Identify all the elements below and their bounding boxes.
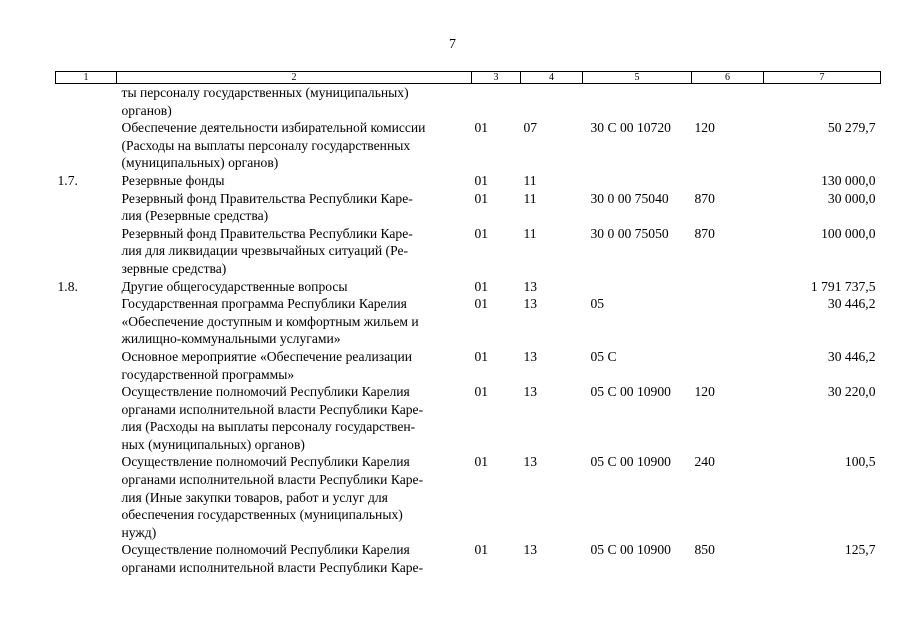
section-code: 01 [474,278,489,294]
item-description: Государственная программа Республики Карелия «Обеспечение доступным и комфортным жильем и жилищно-коммунальными услугами» [121,296,419,347]
item-description: Другие общегосударственные вопросы [121,278,348,294]
table-row [56,84,881,120]
column-number: 1 [56,72,117,84]
amount-value: 30 220,0 [827,384,876,400]
subsection-code: 13 [523,542,538,558]
column-number: 3 [472,72,521,84]
table-row [56,541,881,576]
target-article-code: 05 [590,296,605,312]
expense-type-code: 120 [694,384,715,400]
target-article-code: 30 0 00 75050 [590,225,669,241]
expense-type-code: 870 [694,190,715,206]
item-description: ты персоналу государственных (муниципальных) органов) [121,85,409,118]
column-number: 4 [521,72,583,84]
amount-value: 100 000,0 [821,225,876,241]
table-body [56,84,881,577]
item-description: Основное мероприятие «Обеспечение реализации государственной программы» [121,348,413,382]
table-row [56,278,881,296]
target-article-code: 05 С [590,348,617,364]
item-number [56,190,117,225]
table-row [56,119,881,172]
target-article-code [583,278,692,296]
table-row [56,348,881,383]
target-article-code [583,84,692,120]
subsection-code: 13 [523,348,538,364]
item-description: Осуществление полномочий Республики Карелия органами исполнительной власти Республики Каре- лия (Расходы на выплаты персоналу государствен- ных (муниципальных) органов) [121,384,424,452]
table-row [56,225,881,278]
table-row [56,453,881,541]
target-article-code: 05 С 00 10900 [590,542,671,558]
subsection-code: 13 [523,296,538,312]
table-row [56,172,881,190]
item-number [56,225,117,278]
expense-type-code: 240 [694,454,715,470]
section-code: 01 [474,542,489,558]
expense-type-code [692,295,764,348]
section-code: 01 [474,454,489,470]
amount-value: 1 791 737,5 [810,278,876,294]
amount-value: 125,7 [844,542,876,558]
amount-value: 30 446,2 [827,348,876,364]
item-number [56,383,117,453]
item-number [56,541,117,576]
subsection-code: 13 [523,454,538,470]
item-description: Резервные фонды [121,172,225,188]
subsection-code: 11 [523,190,537,206]
item-description: Осуществление полномочий Республики Карелия органами исполнительной власти Республики Каре- лия (Иные закупки товаров, работ и услуг для обеспечения государственных (муниципальных) нужд) [121,454,424,540]
item-number [56,119,117,172]
subsection-code: 11 [523,225,537,241]
section-code: 01 [474,296,489,312]
column-number: 7 [764,72,881,84]
section-code: 01 [474,225,489,241]
expense-type-code [692,348,764,383]
item-number [56,453,117,541]
subsection-code: 07 [523,120,538,136]
target-article-code: 05 С 00 10900 [590,384,671,400]
subsection-code: 11 [523,172,537,188]
section-code: 01 [474,190,489,206]
item-description: Резервный фонд Правительства Республики Каре- лия для ликвидации чрезвычайных ситуаций (Ре- зервные средства) [121,225,413,276]
subsection-code: 13 [523,384,538,400]
section-code: 01 [474,172,489,188]
section-code: 01 [474,120,489,136]
amount-value: 30 446,2 [827,296,876,312]
amount-value: 50 279,7 [827,120,876,136]
column-number-row [56,72,881,84]
item-number [56,348,117,383]
target-article-code: 30 0 00 75040 [590,190,669,206]
item-description: Осуществление полномочий Республики Карелия органами исполнительной власти Республики Каре- [121,542,424,576]
table-row [56,383,881,453]
item-description: Резервный фонд Правительства Республики Каре- лия (Резервные средства) [121,190,413,224]
item-description: Обеспечение деятельности избирательной комиссии (Расходы на выплаты персоналу государственных (муниципальных) органов) [121,120,426,171]
expense-type-code: 120 [694,120,715,136]
expense-type-code [692,172,764,190]
page-number: 7 [449,37,456,52]
table-row [56,190,881,225]
expense-type-code: 870 [694,225,715,241]
subsection-code: 13 [523,278,538,294]
amount-value: 100,5 [844,454,876,470]
column-number: 6 [692,72,764,84]
target-article-code: 05 С 00 10900 [590,454,671,470]
section-code [472,84,521,120]
amount-value: 130 000,0 [821,172,876,188]
item-number [56,84,117,120]
amount-value: 30 000,0 [827,190,876,206]
section-code: 01 [474,384,489,400]
expense-type-code: 850 [694,542,715,558]
expense-type-code [692,84,764,120]
item-number: 1.8. [57,278,78,294]
target-article-code [583,172,692,190]
target-article-code: 30 С 00 10720 [590,120,671,136]
subsection-code [521,84,583,120]
amount-value [764,84,881,120]
expense-type-code [692,278,764,296]
budget-table [55,71,881,577]
item-number: 1.7. [57,172,78,188]
section-code: 01 [474,348,489,364]
column-number: 2 [117,72,472,84]
item-number [56,295,117,348]
column-number: 5 [583,72,692,84]
table-row [56,295,881,348]
